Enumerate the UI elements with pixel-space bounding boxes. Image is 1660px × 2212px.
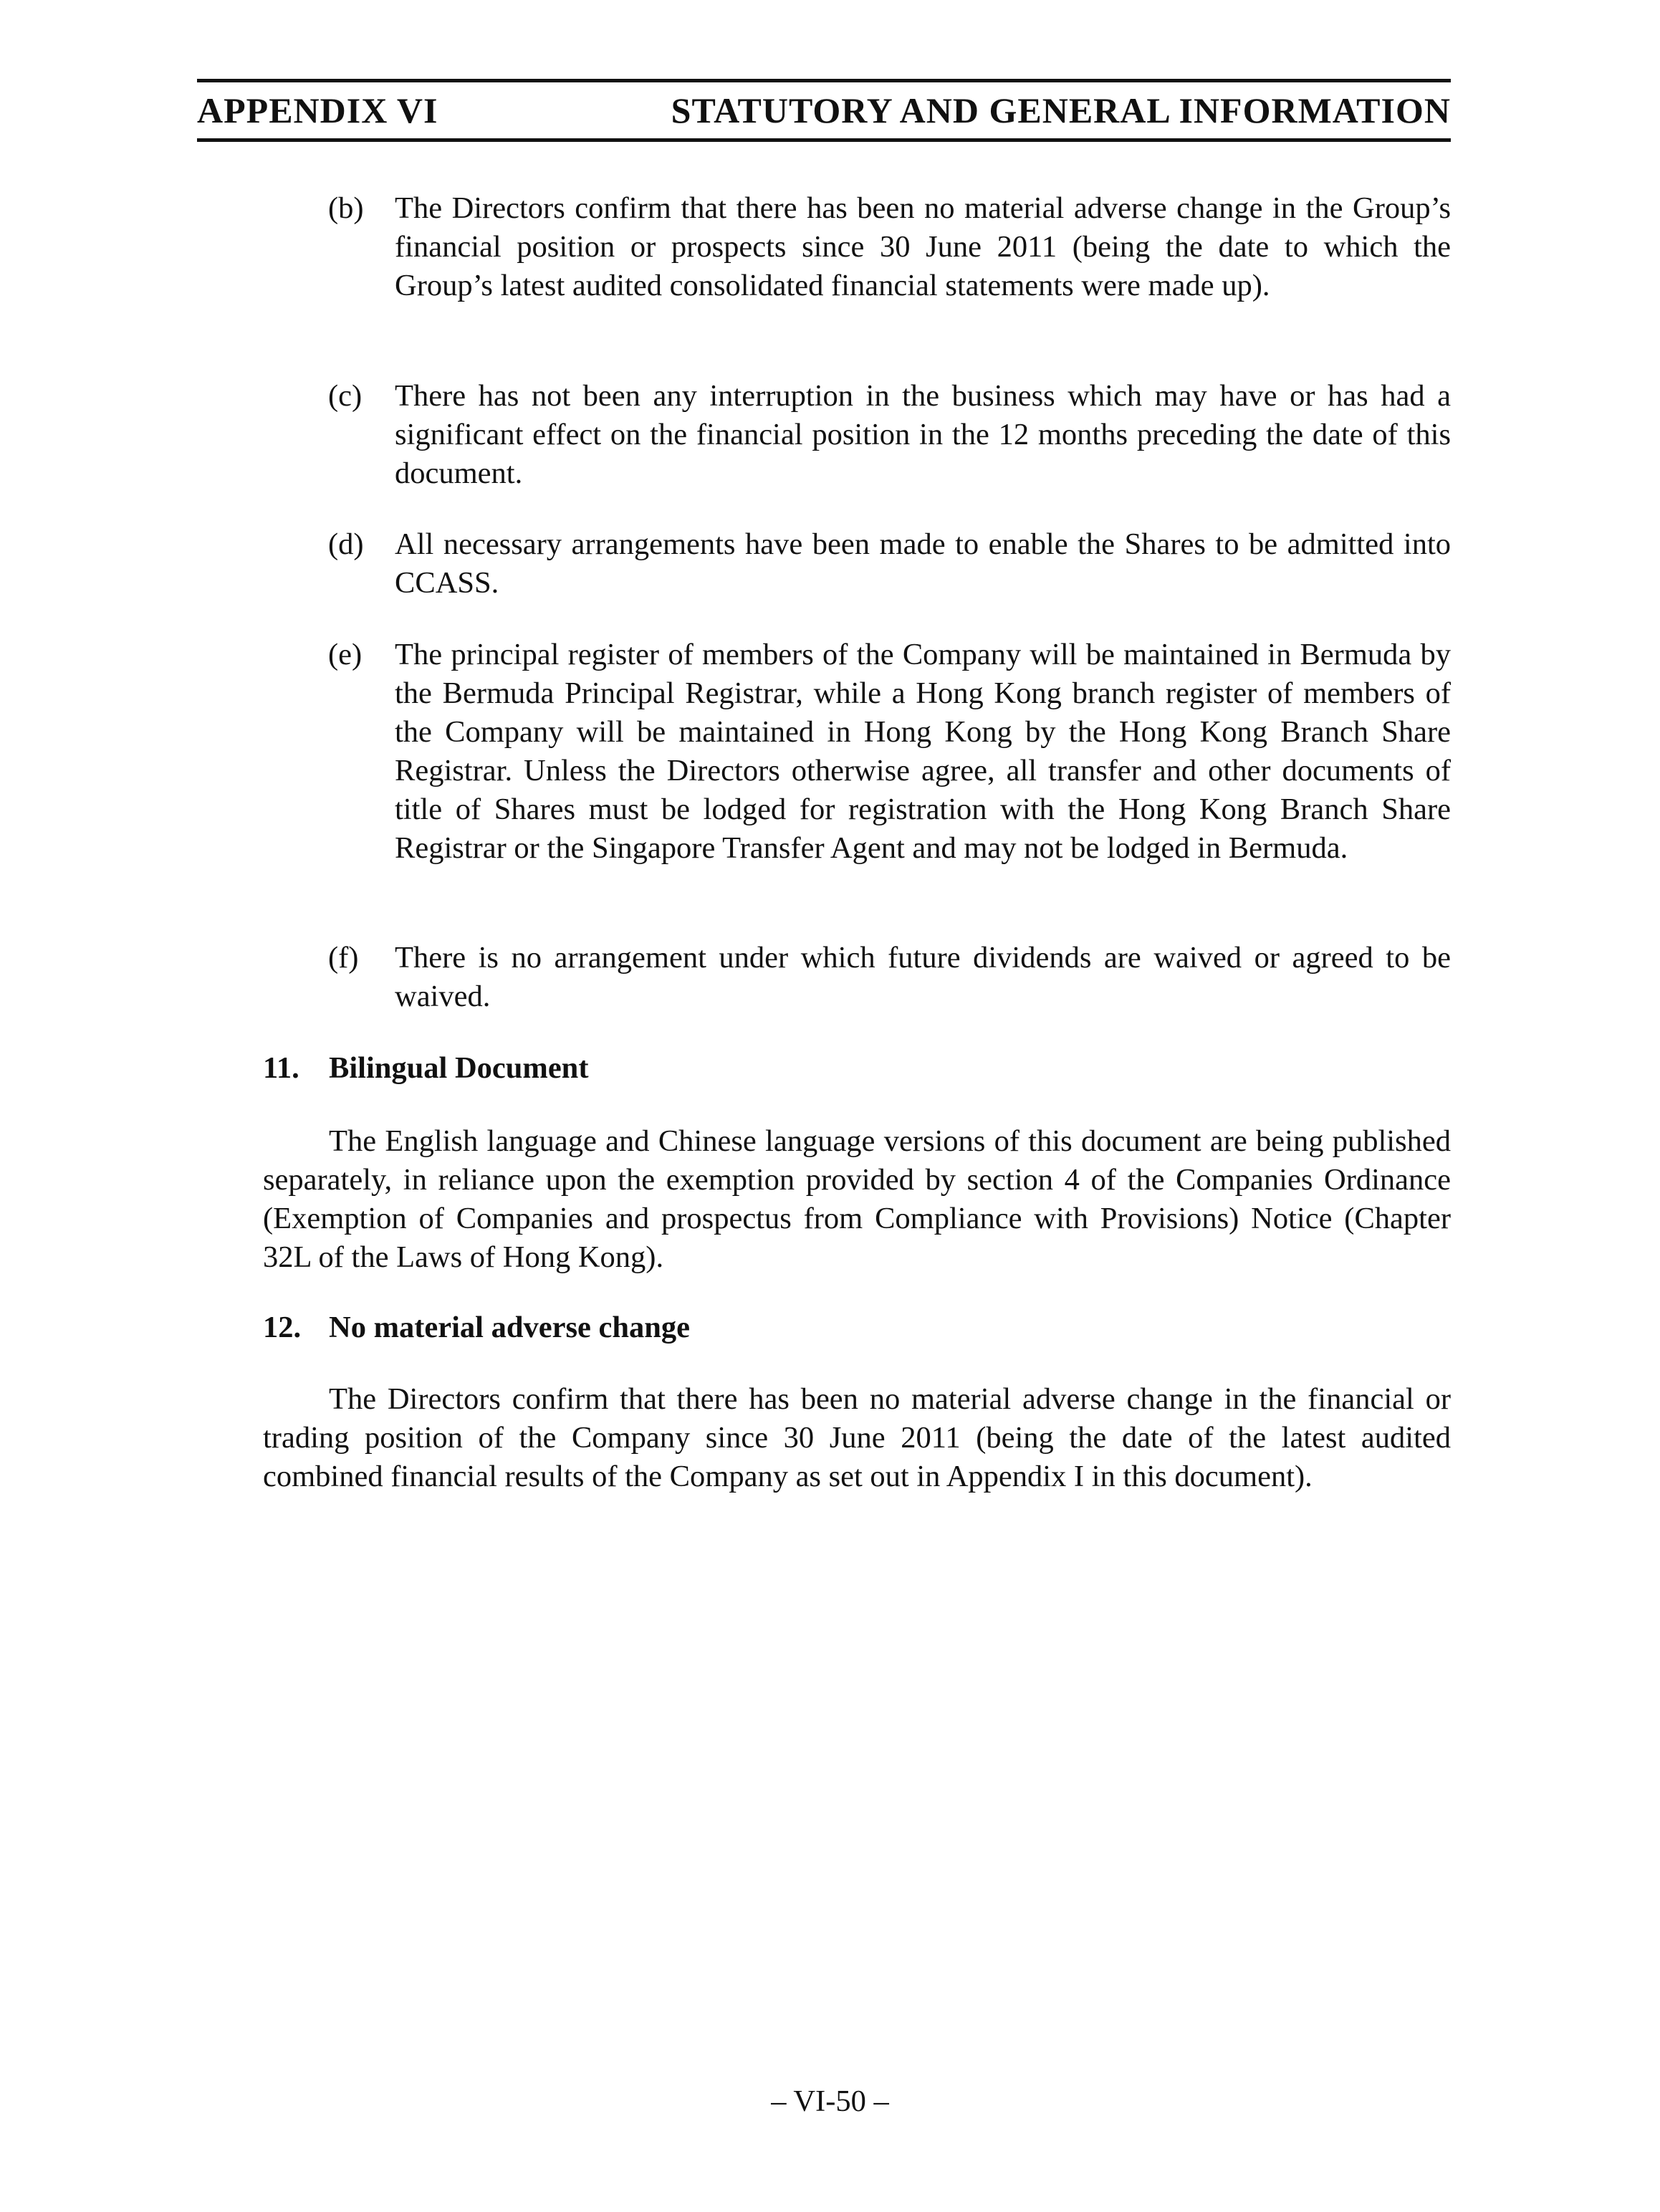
item-label-f: (f) [328, 941, 359, 975]
page-number: – VI-50 – [771, 2084, 889, 2118]
item-text-d: All necessary arrangements have been made to enable the Shares to be admitted into CCASS. [395, 527, 1451, 600]
section-heading-12 [263, 1308, 690, 1347]
section-number: 11. [263, 1051, 299, 1085]
section-heading-11 [263, 1049, 588, 1088]
section-number: 12. [263, 1311, 302, 1344]
section-body-12: The Directors confirm that there has been no material adverse change in the financial or trading position of the Company since 30 June 2011 (being the date of the latest audited combined financial results of the Company as set out in Appendix I in this document). [263, 1382, 1451, 1493]
section-title: Bilingual Document [329, 1051, 589, 1085]
item-text-b: The Directors confirm that there has been no material adverse change in the Group’s financial position or prospects since 30 June 2011 (being the date to which the Group’s latest audited consolidated financial statements were made up). [395, 191, 1451, 302]
header-top-rule [197, 79, 1451, 82]
header-section-title: STATUTORY AND GENERAL INFORMATION [671, 90, 1451, 130]
item-text-e: The principal register of members of the Company will be maintained in Bermuda by the Bermuda Principal Registrar, while a Hong Kong branch register of members of the Company will be maintained in Hong Kong by the Hong Kong Branch Share Registrar. Unless the Directors otherwise agree, all transfer and other documents of title of Shares must be lodged for registration with the Hong Kong Branch Share Registrar or the Singapore Transfer Agent and may not be lodged in Bermuda. [395, 638, 1451, 865]
item-text-c: There has not been any interruption in the business which may have or has had a significant effect on the financial position in the 12 months preceding the date of this document. [395, 379, 1451, 490]
item-label-d: (d) [328, 527, 364, 561]
section-title: No material adverse change [329, 1311, 690, 1344]
header-bottom-rule [197, 138, 1451, 142]
section-body-11: The English language and Chinese language versions of this document are being published separately, in reliance upon the exemption provided by section 4 of the Companies Ordinance (Exemption of Companies and prospectus from Compliance with Provisions) Notice (Chapter 32L of the Laws of Hong Kong). [263, 1124, 1451, 1274]
item-label-c: (c) [328, 379, 363, 413]
header-appendix-label: APPENDIX VI [197, 90, 438, 130]
item-label-b: (b) [328, 191, 364, 225]
item-text-f: There is no arrangement under which future dividends are waived or agreed to be waived. [395, 941, 1451, 1013]
item-label-e: (e) [328, 638, 363, 671]
